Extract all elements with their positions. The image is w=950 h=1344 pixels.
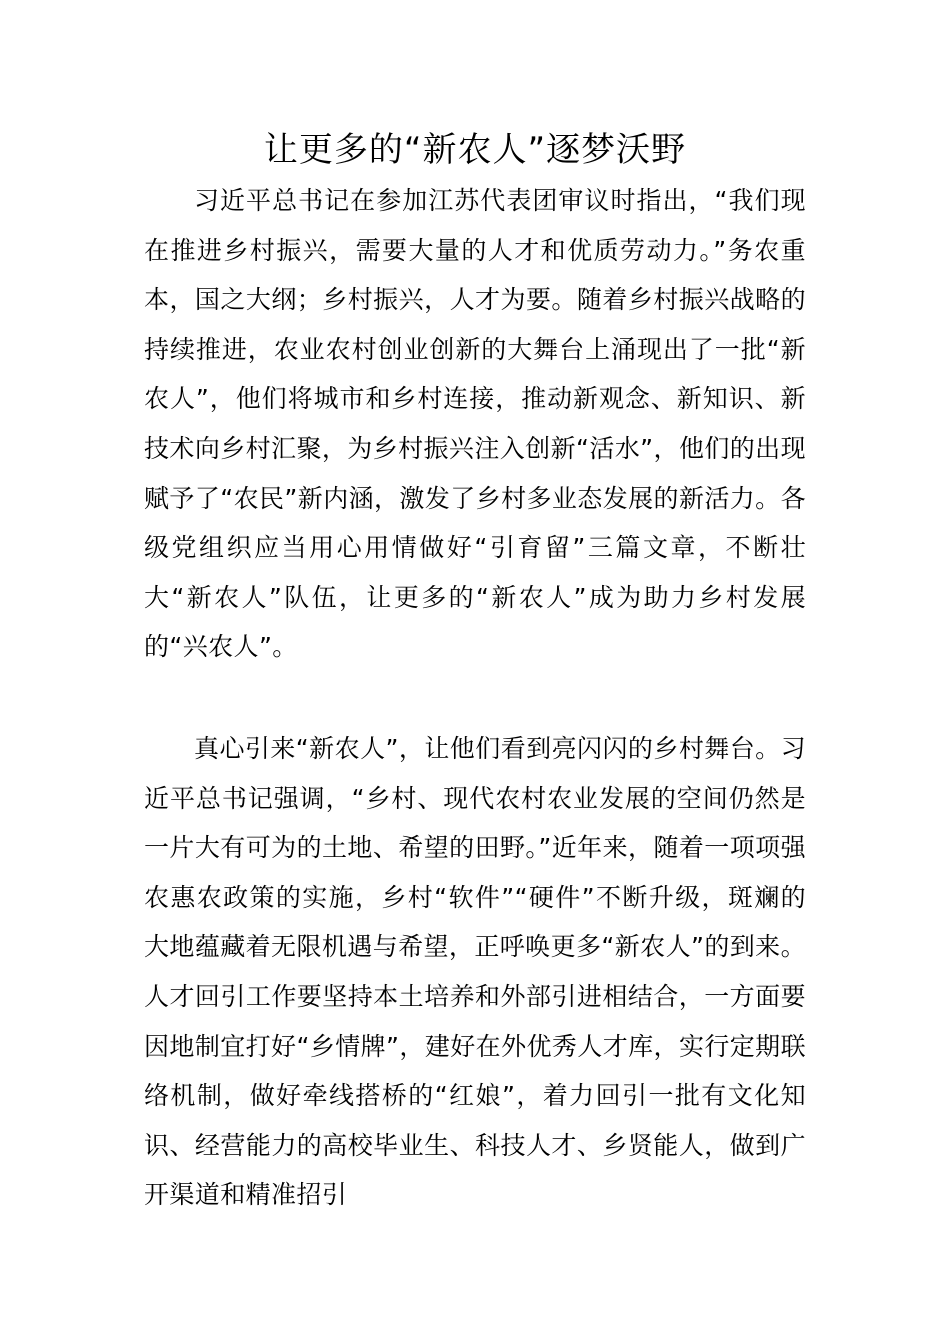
paragraph-1: 习近平总书记在参加江苏代表团审议时指出，“我们现在推进乡村振兴，需要大量的人才和优质劳动力。”务农重本，国之大纲；乡村振兴，人才为要。随着乡村振兴战略的持续推进，农业农村创业创新的大舞台上涌现出了一批“新农人”，他们将城市和乡村连接，推动新观念、新知识、新技术向乡村汇聚，为乡村振兴注入创新“活水”，他们的出现赋予了“农民”新内涵，激发了乡村多业态发展的新活力。各级党组织应当用心用情做好“引育留”三篇文章，不断壮大“新农人”队伍，让更多的“新农人”成为助力乡村发展的“兴农人”。 <box>144 186 806 662</box>
document-title: 让更多的“新农人”逐梦沃野 <box>263 130 687 170</box>
paragraph-2: 真心引来“新农人”，让他们看到亮闪闪的乡村舞台。习近平总书记强调，“乡村、现代农村农业发展的空间仍然是一片大有可为的土地、希望的田野。”近年来，随着一项项强农惠农政策的实施，乡村“软件”“硬件”不断升级，斑斓的大地蕴藏着无限机遇与希望，正呼唤更多“新农人”的到来。人才回引工作要坚持本土培养和外部引进相结合，一方面要因地制宜打好“乡情牌”，建好在外优秀人才库，实行定期联络机制，做好牵线搭桥的“红娘”，着力回引一批有文化知识、经营能力的高校毕业生、科技人才、乡贤能人，做到广开渠道和精准招引 <box>144 734 806 1210</box>
